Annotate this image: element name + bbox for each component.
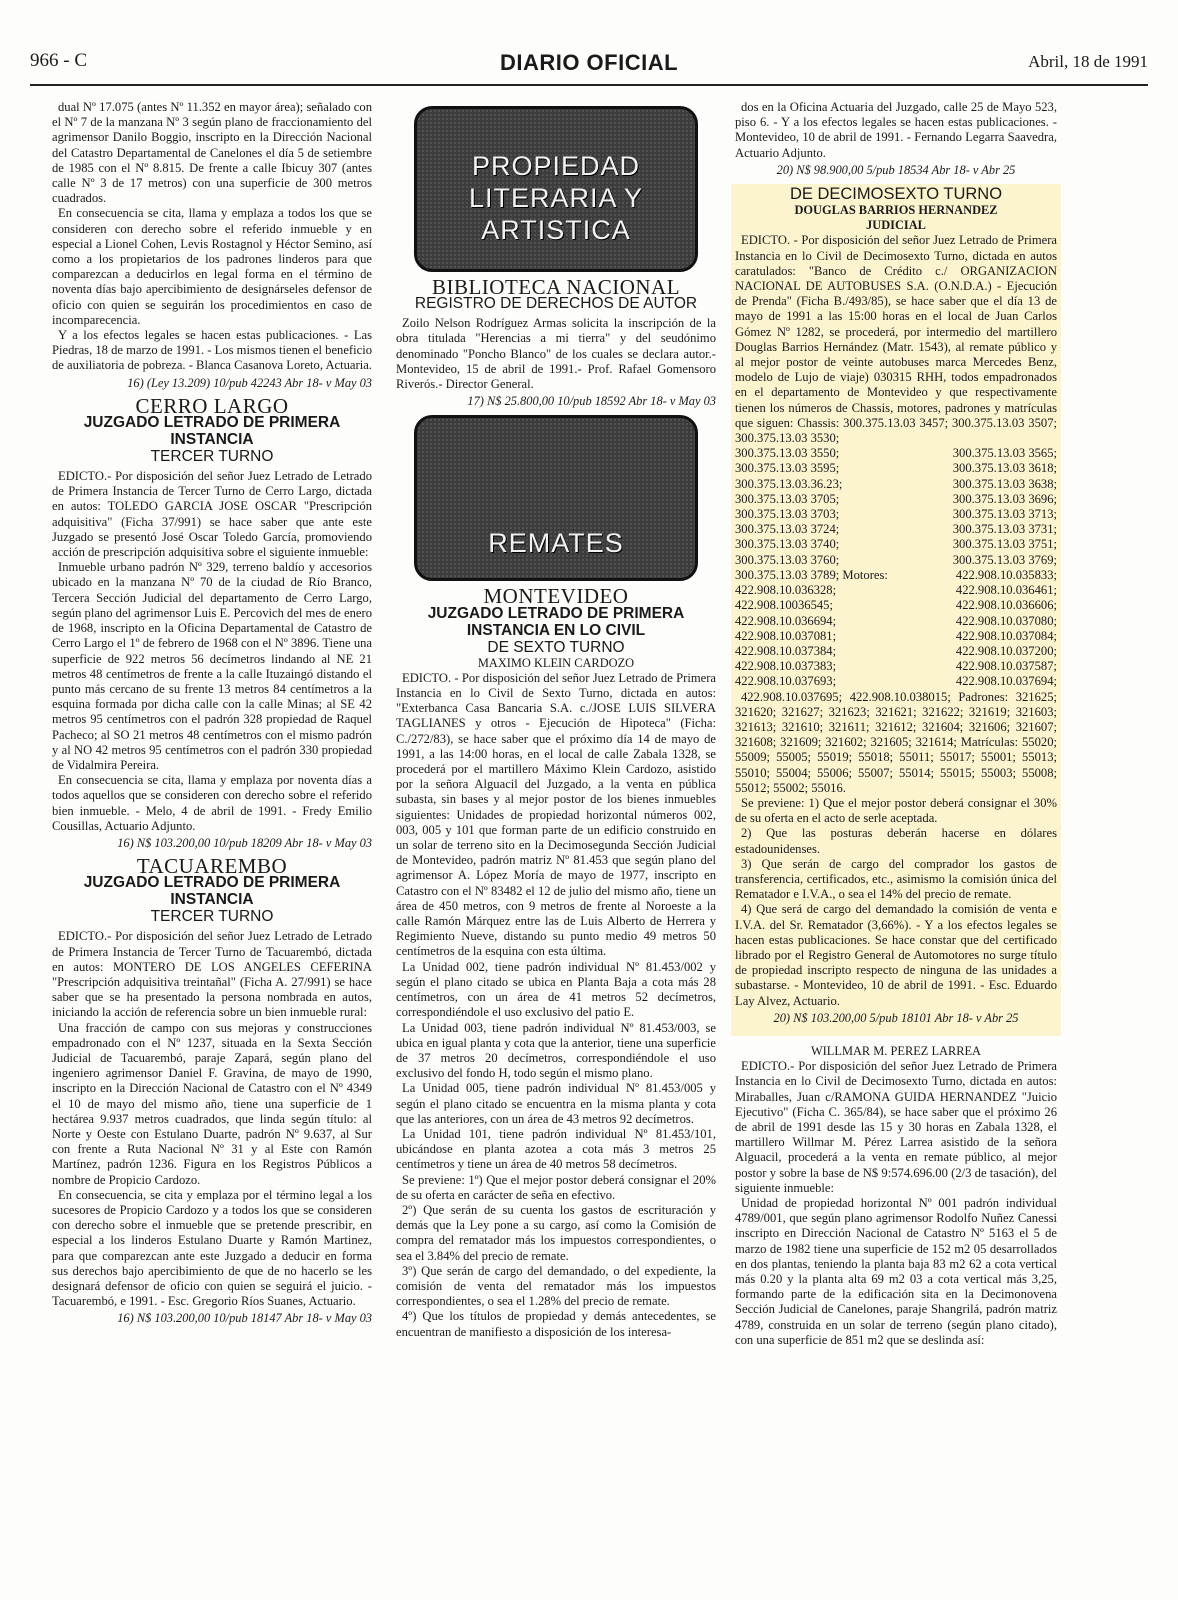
chassis-entry: 422.908.10.037200; (955, 643, 1057, 658)
chassis-entry: 300.375.13.03 3760; (735, 552, 840, 567)
highlighted-notice (731, 184, 1061, 1036)
banner-propiedad (414, 106, 698, 272)
publication-ref: 20) N$ 103.200,00 5/pub 18101 Abr 18- v Abr 25 (773, 1010, 1019, 1025)
publication-ref: 16) N$ 103.200,00 10/pub 18147 Abr 18- v May 03 (117, 1311, 372, 1326)
publication-ref: 16) (Ley 13.209) 10/pub 42243 Abr 18- v May 03 (127, 375, 372, 390)
chassis-entry: 422.908.10.037084; (955, 628, 1057, 643)
banner-line: PROPIEDAD (471, 151, 641, 181)
column-left (52, 100, 372, 1333)
publication-ref: 17) N$ 25.800,00 10/pub 18592 Abr 18- v May 03 (467, 394, 716, 409)
paragraph: En consecuencia, se cita y emplaza por el término legal a los sucesores de Propicio Cardozo y a todos los que se consideren con derecho sobre el inmueble que se pretende prescribir, en especial a los linderos Estulano Duarte y Ramón Martinez, para que comparezcan ante este Juzgado a deducir en forma sus derechos bajo apercibimiento de que de no hacerlo se les designará defensor de oficio con quien se seguirá el juicio. - Tacuarembó, e 1991. - Esc. Gregorio Ríos Suanes, Actuario. (52, 1187, 372, 1309)
paragraph: 3º) Que serán de cargo del demandado, o del expediente, la comisión de venta del rematador más los impuestos correspondientes, o sea el 1.28% del precio de remate. (396, 1263, 716, 1309)
chassis-entry: 300.375.13.03 3618; (952, 461, 1057, 476)
chassis-entry: 422.908.10.035833; (955, 567, 1057, 582)
auctioneer-name: DOUGLAS BARRIOS HERNANDEZ (794, 203, 998, 218)
paragraph: EDICTO.- Por disposición del señor Juez Letrado de Letrado de Primera Instancia de Tercer Turno de Tacuarembó, dictada en autos: MONTERO DE LOS ANGELES CEFERINA "Prescripción adquisitiva treintañal" (Ficha A. 27/991) se hace saber que se ha presentado la persona nombrada en autos, iniciando la acción de referencia sobre un bien inmueble rural: (52, 929, 372, 1020)
chassis-entry: 300.375.13.03 3565; (952, 446, 1057, 461)
issue-date: Abril, 18 de 1991 (1028, 52, 1148, 71)
chassis-entry: 422.908.10.037587; (955, 659, 1057, 674)
section-subtitle: REGISTRO DE DERECHOS DE AUTOR (414, 295, 698, 313)
chassis-entry: 422.908.10.036606; (955, 598, 1057, 613)
page-number: 966 - C (30, 50, 87, 71)
paragraph: Unidad de propiedad horizontal Nº 001 padrón individual 4789/001, que según plano agrimensor Rodolfo Nuñez Canessi inscripto en Dirección Nacional de Catastro Nº 5163 el 5 de marzo de 1982 tiene una superficie de 152 m2 05 desarrollados en dos plantas, teniendo la planta baja 83 m2 62 a cota vertical más 0.20 y la planta alta 69 m2 03 a cota vertical más 3,25, formando parte de la edificación sita en la Decimonovena Sección Judicial de Canelones, paraje Shangrilá, padrón matriz 4789, construida en un solar de terreno (según plano citado), con una superficie de 851 m2 que se deslinda así: (735, 1196, 1057, 1347)
paragraph: La Unidad 003, tiene padrón individual Nº 81.453/003, se ubica en igual planta y cota que la anterior, tiene una superficie de 37 metros 20 decímetros, correspondiéndole el uso exclusivo del fondo H, todo según el mismo plano. (396, 1020, 716, 1081)
chassis-entry: 300.375.13.03 3731; (952, 522, 1057, 537)
banner-line: LITERARIA Y (468, 183, 644, 213)
section-title: DE DECIMOSEXTO TURNO (789, 185, 1003, 204)
section-subtitle: JUZGADO LETRADO DE PRIMERA INSTANCIA (83, 874, 341, 909)
paragraph: EDICTO.- Por disposición del señor Juez Letrado de Primera Instancia en lo Civil de Decimosexto Turno, dictada en autos: Miraballes, Juan c/RAMONA GUIDA HERNANDEZ "Juicio Ejecutivo" (Ficha C. 365/84), se hace saber que el próximo 26 de abril de 1991 desde las 15 y 30 horas en Zabala 1328, el martillero Willmar M. Pérez Larrea asistido de la señora Alguacil, procederá a la venta en remate público, al mejor postor y sobre la base de N$ 9:574.696.00 (2/3 de tasación), del siguiente inmueble: (735, 1059, 1057, 1195)
paragraph: Una fracción de campo con sus mejoras y construcciones empadronado con el Nº 1237, situada en la Sexta Sección Judicial de Tacuarembó, paraje Zapará, según plano del ingeniero agrimensor Daniel F. Gravina, de mayo de 1990, inscripto en la Dirección Nacional de Catastro con el Nº 4349 el 10 de mayo del mismo año, tiene una superficie de 1 hectárea 9.937 metros cuadrados, que linda según título: al Norte y Oeste con Estulano Duarte, padrón Nº 9.637, al Sur con frente a Ruta Nacional Nº 31 y al Este con Ramón Martínez, padrón 1236. Figura en los Registros Públicos a nombre de Propicio Cardozo. (52, 1020, 372, 1187)
paragraph: Se previene: 1) Que el mejor postor deberá consignar el 30% de su oferta en el acto de serle aceptada. (735, 795, 1057, 826)
page-header (30, 44, 1148, 86)
chassis-entry: 300.375.13.03 3789; Motores: (735, 567, 888, 582)
column-right (735, 100, 1057, 1348)
publication-ref: 20) N$ 98.900,00 5/pub 18534 Abr 18- v Abr 25 (776, 162, 1016, 177)
chassis-list (735, 446, 1057, 689)
chassis-entry: 422.908.10.037384; (735, 643, 837, 658)
banner-line: REMATES (488, 528, 624, 559)
chassis-entry: 300.375.13.03 3769; (952, 552, 1057, 567)
chassis-entry: 300.375.13.03 3751; (952, 537, 1057, 552)
chassis-entry: 300.375.13.03 3703; (735, 507, 840, 522)
paragraph: La Unidad 005, tiene padrón individual Nº 81.453/005 y según el plano citado se encuentra en la misma planta y cota que las anteriores, con un área de 43 metros 92 decímetros. (396, 1081, 716, 1126)
paragraph: dual Nº 17.075 (antes Nº 11.352 en mayor área); señalado con el Nº 7 de la manzana Nº 3 según plano de fraccionamiento del agrimensor Danilo Boggio, inscripto en la Dirección Nacional del Catastro Departamental de Canelones el día 5 de setiembre de 1985 con el Nº 8.815. De frente a calle Ibicuy 307 (antes calle Nº 3 de 17 metros) con una superficie de 300 metros cuadrados. (52, 100, 372, 206)
paragraph: 2) Que las posturas deberán hacerse en dólares estadounidenses. (735, 826, 1057, 856)
auctioneer-name: MAXIMO KLEIN CARDOZO (477, 655, 635, 670)
chassis-entry: 300.375.13.03.36.23; (735, 476, 843, 491)
paragraph: dos en la Oficina Actuaria del Juzgado, calle 25 de Mayo 523, piso 6. - Y a los efectos legales se hacen estas publicaciones. - Montevideo, 10 de abril de 1991. - Fernando Legarra Saavedra, Actuario Adjunto. (735, 100, 1057, 160)
paragraph: EDICTO.- Por disposición del señor Juez Letrado de Letrado de Primera Instancia de Tercer Turno de Cerro Largo, dictada en autos: TOLEDO GARCIA JOSE OSCAR "Prescripción adquisitiva" (Ficha 37/991) se hace saber que ante este Juzgado se presentó José Oscar Toledo García, promoviendo acción de prescripción adquisitiva sobre el siguiente inmueble: (52, 469, 372, 560)
column-middle (396, 100, 716, 1340)
banner-line: ARTISTICA (481, 215, 631, 245)
chassis-entry: 422.908.10036545; (735, 598, 833, 613)
paragraph: En consecuencia se cita, llama y emplaza por noventa días a todos aquellos que se consideren con derecho sobre el referido bien inmueble. - Melo, 4 de abril de 1991. - Fredy Emilio Cousillas, Actuario Adjunto. (52, 773, 372, 833)
section-subtitle-2: DE SEXTO TURNO (487, 638, 625, 656)
chassis-entry: 300.375.13.03 3705; (735, 491, 840, 506)
paragraph: Inmueble urbano padrón Nº 329, terreno baldío y accesorios ubicado en la manzana Nº 70 de la ciudad de Río Branco, Tercera Sección Judicial del departamento de Cerro Largo, según plano del agrimensor Luis E. Percovich del mes de enero de 1968, inscripto en la Oficina Departamental de Catastro de Cerro Largo el 1º de febrero de 1968 con el Nº 3896. Tiene una superficie de 922 metros 56 decímetros lindando al NE 21 metros 48 centímetros de frente a la calle Ituzaingó distando el punto más cercano de su frente 13 metros 84 centímetros a la esquina formada por dicha calle con la calle Minas; al SE 42 metros 95 centímetros con el padrón 328 propiedad de Raquel Pacheco; al SO 21 metros 48 centímetros con el mismo padrón y al NO 42 metros 95 centímetros con el padrón 330 propiedad de Vidalmira Pereira. (52, 560, 372, 772)
chassis-entry: 300.375.13.03 3550; (735, 446, 840, 461)
paragraph: La Unidad 002, tiene padrón individual Nº 81.453/002 y según el plano citado se ubica en Planta Baja a cota más 28 centímetros, con un área de 41 metros 52 decímetros, correspondiéndole el uso exclusivo del patio E. (396, 959, 716, 1020)
paragraph: La Unidad 101, tiene padrón individual Nº 81.453/101, ubicándose en planta azotea a cota más 3 metros 25 centímetros y tiene un área de 40 metros 58 decímetros. (396, 1126, 716, 1172)
section-title: TACUAREMBO (136, 854, 288, 879)
chassis-entry: 300.375.13.03 3696; (952, 491, 1057, 506)
section-subtitle: JUDICIAL (866, 218, 926, 233)
chassis-entry: 300.375.13.03 3638; (952, 476, 1057, 491)
chassis-entry: 422.908.10.037081; (735, 628, 837, 643)
chassis-entry: 422.908.10.036461; (955, 583, 1057, 598)
newspaper-title: DIARIO OFICIAL (499, 50, 679, 75)
chassis-entry: 300.375.13.03 3595; (735, 461, 840, 476)
section-subtitle: JUZGADO LETRADO DE PRIMERA INSTANCIA (83, 414, 341, 449)
banner-remates (414, 415, 698, 581)
section-subtitle-2: TERCER TURNO (150, 448, 274, 466)
chassis-entry: 422.908.10.036694; (735, 613, 837, 628)
paragraph: 4º) Que los títulos de propiedad y demás antecedentes, se encuentran de manifiesto a disposición de los interesa- (396, 1309, 716, 1339)
paragraph: 2º) Que serán de su cuenta los gastos de escrituración y demás que la Ley pone a su cargo, así como la Comisión de compra del rematador más los impuestos correspondientes, o sea el 3.84% del precio de remate. (396, 1202, 716, 1263)
chassis-entry: 422.908.10.037383; (735, 659, 837, 674)
paragraph: Y a los efectos legales se hacen estas publicaciones. - Las Piedras, 18 de marzo de 1991. - Los mismos tienen el beneficio de auxiliatoria de pobreza. - Blanca Casanova Loreto, Actuaria. (52, 328, 373, 373)
paragraph: 422.908.10.037695; 422.908.10.038015; Padrones: 321625; 321620; 321627; 321623; 321621; 321622; 321619; 321603; 321613; 321610; 321611; 321612; 321604; 321606; 321607; 321608; 321609; 321602; 321605; 321614; Matrículas: 55020; 55009; 55005; 55019; 55018; 55011; 55017; 55001; 55013; 55010; 55004; 55006; 55007; 55014; 55015; 55003; 55008; 55012; 55002; 55016. (735, 689, 1057, 795)
section-title: CERRO LARGO (135, 393, 289, 418)
section-title: BIBLIOTECA NACIONAL (431, 275, 681, 299)
chassis-entry: 422.908.10.036328; (735, 583, 837, 598)
chassis-entry: 422.908.10.037693; (735, 674, 837, 689)
paragraph: Se previene: 1º) Que el mejor postor deberá consignar el 20% de su oferta en carácter de seña en efectivo. (396, 1172, 716, 1202)
auctioneer-name: WILLMAR M. PEREZ LARREA (810, 1043, 982, 1058)
chassis-entry: 300.375.13.03 3724; (735, 522, 840, 537)
section-subtitle: JUZGADO LETRADO DE PRIMERA INSTANCIA EN LO CIVIL (427, 604, 685, 639)
paragraph: EDICTO. - Por disposición del señor Juez Letrado de Primera Instancia en lo Civil de Decimosexto Turno, dictada en autos caratulados: "Banco de Crédito c./ ORGANIZACION NACIONAL DE AUTOBUSES S.A. (O.N.D.A.) - Ejecución de Prenda" (Ficha B./493/85), se hace saber que el día 13 de mayo de 1991 a las 15:00 horas en el local de Juan Carlos Gómez Nº 1282, se procederá, por intermedio del martillero Douglas Barrios Hernández (Matr. 1543), al remate público y al mejor postor de veinte autobuses marca Mercedes Benz, modelo de Lujo de viaje) 030315 RHH, todos empadronados en el departamento de Montevideo y que respectivamente tienen los números de Chassis, motores, padrones y matrículas que siguen: Chassis: 300.375.13.03 3457; 300.375.13.03 3507; 300.375.13.03 3530; (735, 233, 1057, 446)
paragraph: En consecuencia se cita, llama y emplaza a todos los que se consideren con derecho sobre el referido inmueble y en especial a Lionel Cohen, Levis Rostagnol y Héctor Semino, así como a los propietarios de los padrones linderos para que comparezcan a deducirlos en legal forma en el término de noventa días bajo apercibimiento de designárseles defensor de oficio con quien se seguirán los procedimientos en caso de incomparecencia. (52, 206, 372, 327)
paragraph: EDICTO. - Por disposición del señor Juez Letrado de Primera Instancia en lo Civil de Sexto Turno, dictada en autos: "Exterbanca Casa Bancaria S.A. c./JOSE LUIS SILVERA TAGLIANES y otros - Ejecución de Hipoteca" (Ficha: C./272/83), se hace saber que el próximo día 14 de mayo de 1991, a las 14:00 horas, en el local de calle Zabala 1328, se procederá por el martillero Máximo Klein Cardozo, asistido por la señora Alguacil del Juzgado, a la venta en pública subasta, sin bases y al mejor postor de los bienes inmuebles siguientes: Unidades de propiedad horizontal números 002, 003, 005 y 101 que forman parte de un edificio construido en un solar de terreno sito en la Decimosegunda Sección Judicial de Montevideo, padrón matriz Nº 81.453 que según plano del agrimensor A. López Moría de mayo de 1977, inscripto en Catastro con el Nº 83482 el 12 de julio del mismo año, tiene un área de 450 metros, con 9 metros de frente al Noroeste a la calle Ramón Márquez entre las de Luis Alberto de Herrera y Regimiento Nueve, distando su punto medio 49 metros 50 centímetros de la esquina con esta última. (396, 670, 716, 959)
section-subtitle-2: TERCER TURNO (150, 908, 274, 926)
chassis-entry: 300.375.13.03 3713; (952, 507, 1057, 522)
chassis-entry: 422.908.10.037080; (955, 613, 1057, 628)
paragraph: 4) Que será de cargo del demandado la comisión de venta e I.V.A. del Sr. Rematador (3,66%). - Y a los efectos legales se hacen estas publicaciones. Se hace constar que del certificado librado por el Registro General de Automotores no surge título de propiedad inscripto respecto de ninguna de las unidades a subastarse. - Montevideo, 10 de abril de 1991. - Esc. Eduardo Lay Alvez, Actuario. (735, 902, 1057, 1008)
publication-ref: 16) N$ 103.200,00 10/pub 18209 Abr 18- v May 03 (117, 835, 372, 850)
paragraph: Zoilo Nelson Rodríguez Armas solicita la inscripción de la obra titulada "Herencias a mi tierra" y del seudónimo denominado "Poncho Blanco" de los cuales se declara autor.- Montevideo, 15 de abril de 1991.- Prof. Rafael Gomensoro Riverós.- Director General. (396, 316, 716, 392)
paragraph: 3) Que serán de cargo del comprador los gastos de transferencia, certificados, etc., asimismo la comisión única del Rematador e I.V.A., o sea el 14% del precio de remate. (735, 856, 1057, 902)
chassis-entry: 300.375.13.03 3740; (735, 537, 840, 552)
section-title: MONTEVIDEO (483, 584, 629, 609)
chassis-entry: 422.908.10.037694; (955, 674, 1057, 689)
